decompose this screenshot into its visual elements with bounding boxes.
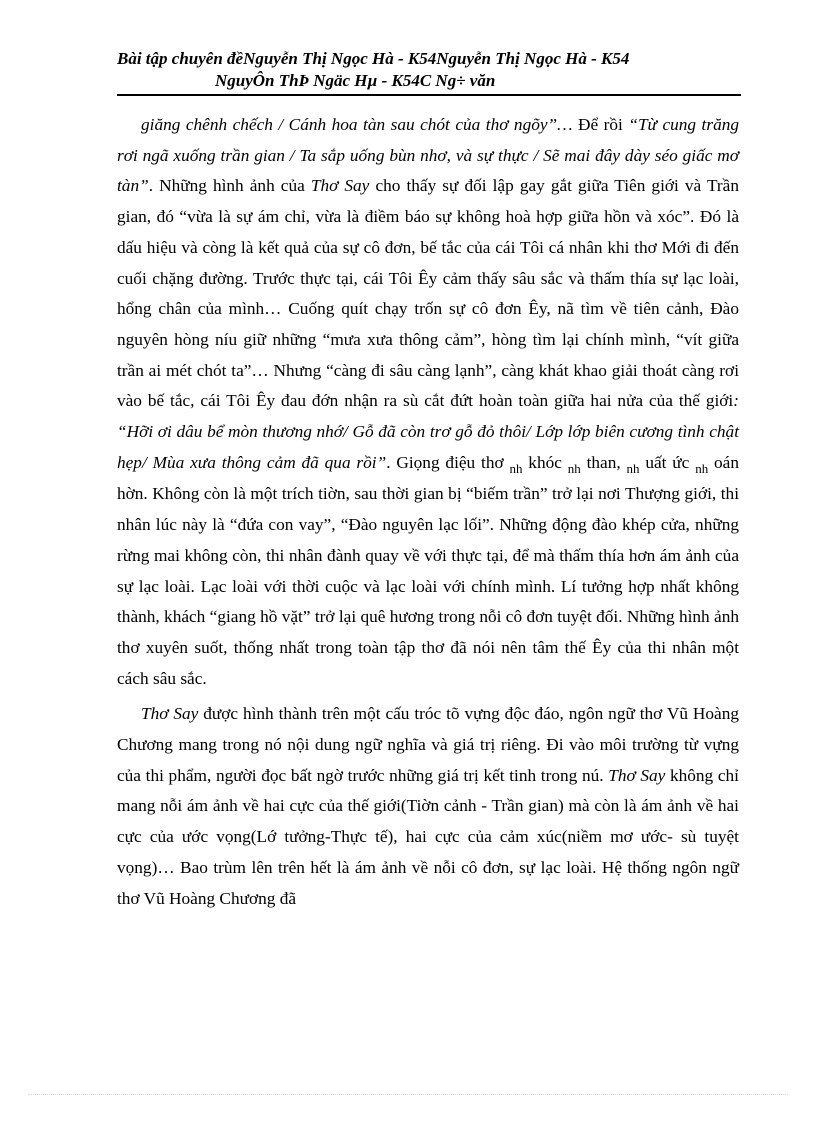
body-text-run: Để rồi bbox=[572, 115, 629, 134]
quote-text: : “Hỡi ơi dâu bể mòn thương nhớ/ Gỗ đã còn trơ gỗ đỏ thôi/ Lớp lớp biên cương tình chật hẹp/ Mùa xưa thông cảm đã qua rồi” bbox=[117, 391, 739, 472]
body-text-run: khóc bbox=[522, 452, 568, 472]
subscript-nh: nh bbox=[509, 460, 523, 476]
quote-text: giăng chênh chếch / Cánh hoa tàn sau chót của thơ ngõy”… bbox=[141, 115, 573, 134]
page-bottom-divider bbox=[28, 1094, 788, 1095]
subscript-nh: nh bbox=[567, 460, 581, 476]
header-title-line-1: Bài tập chuyên đềNguyễn Thị Ngọc Hà - K54Nguyễn Thị Ngọc Hà - K54 bbox=[117, 49, 630, 68]
body-text-run: than, bbox=[580, 452, 627, 472]
body-text-run: . Giọng điệu thơ bbox=[386, 452, 510, 472]
body-text-run: uất ức bbox=[639, 452, 696, 472]
document-body bbox=[117, 110, 739, 914]
body-text-run: . Những hình ảnh của bbox=[148, 176, 311, 196]
header-title-line-2: NguyÔn ThÞ Ngäc Hµ - K54C Ng÷ văn bbox=[215, 71, 496, 90]
quote-text: “Từ cung trăng rơi ngã xuống trần gian / Ta sắp uống bùn nhơ, và sự thực / Sẽ mai đây dày séo giấc mơ tàn” bbox=[117, 115, 739, 196]
paragraph-1 bbox=[117, 110, 739, 694]
work-title: Thơ Say bbox=[608, 765, 666, 785]
work-title: Thơ Say bbox=[141, 704, 199, 724]
body-text-run: không chỉ mang nỗi ám ảnh về hai cực của thế giới(Tiờn cảnh - Trần gian) mà còn là ám ảnh về hai cực của ước vọng(Lớ tưởng-Thực tế), hai cực của cảm xúc(niềm mơ ước- sù tuyệt vọng)… Bao trùm lên trên hết là ám ảnh về nỗi cô đơn, sự lạc loài. Hệ thống ngôn ngữ thơ Vũ Hoàng Chương đã bbox=[117, 765, 739, 908]
body-text-run: cho thấy sự đối lập gay gắt giữa Tiên giới và Trần gian, đó “vừa là sự ám chỉ, vừa là điềm báo sự không hoà hợp giữa hồn và xóc”. Đó là dấu hiệu và còng là kết quả của sự cô đơn, bế tắc của cái Tôi cá nhân khi thơ Mới đi đến cuối chặng đường. Trước thực tại, cái Tôi Êy cảm thấy sâu sắc và thấm thía sự lạc loài, hổng chân của mình… Cuống quít chạy trốn sự cô đơn Êy, nã tìm về tiên cảnh, Đào nguyên hòng níu giữ những “mưa xưa thông cảm”, hòng tìm lại chính mình, “vít giữa trần ai mét chót ta”… Nhưng “càng đi sâu càng lạnh”, càng khát khao giải thoát càng rơi vào bế tắc, cái Tôi Êy đau đớn nhận ra sù cắt đứt hoàn toàn giữa hai nửa của thế giới bbox=[117, 176, 739, 411]
body-text-run: được hình thành trên một cấu tróc tõ vựng độc đáo, ngôn ngữ thơ Vũ Hoàng Chương mang trong nó nội dung ngữ nghĩa và giá trị riêng. Đi vào môi trường từ vựng của thi phẩm, người đọc bất ngờ trước những giá trị kết tinh trong nú. bbox=[117, 704, 740, 785]
subscript-nh: nh bbox=[695, 460, 709, 476]
body-text-run: oán hờn. Không còn là một trích tiờn, sau thời gian bị “biếm trần” trở lại nơi Thượng giới, thi nhân lúc này là “đứa con vay”, “Đào nguyên lạc lối”. Những động đào khép cửa, những rừng mai không còn, thi nhân đành quay về với thực tại, để mà thấm thía hơn ám ảnh của sự lạc loài. Lạc loài với thời cuộc và lạc loài với chính mình. Lí tưởng hợp nhất không thành, khách “giang hồ vặt” trở lại quê hương trong nỗi cô đơn tuyệt đối. Những hình ảnh thơ xuyên suốt, thống nhất trong toàn tập thơ đã nói nên tâm thế Êy của thi nhân một cách sâu sắc. bbox=[117, 452, 739, 688]
subscript-nh: nh bbox=[626, 460, 640, 476]
header-rule bbox=[117, 94, 741, 96]
work-title: Thơ Say bbox=[310, 176, 370, 196]
paragraph-2 bbox=[117, 699, 739, 914]
page-header bbox=[117, 48, 741, 92]
